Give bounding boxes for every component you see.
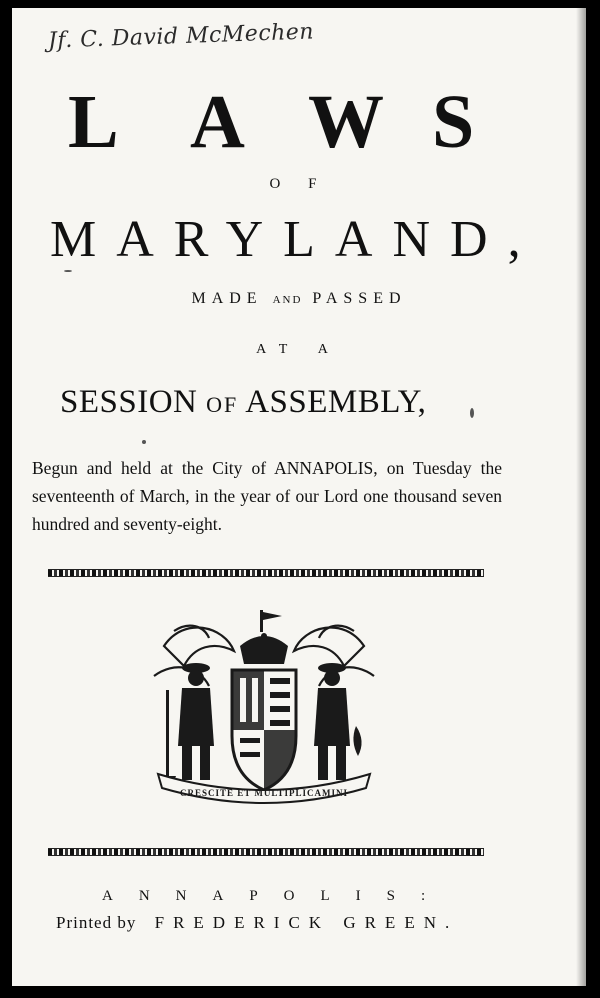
title-maryland: MARYLAND, <box>50 211 541 268</box>
made-and-passed <box>12 290 586 308</box>
document-page <box>12 8 586 986</box>
print-speck <box>470 408 474 418</box>
title-letter-a: A <box>190 80 245 164</box>
at-a: AT A <box>256 342 342 357</box>
coat-of-arms-emblem <box>144 606 384 818</box>
printer-line <box>56 913 458 933</box>
imprint-place: ANNAPOLIS: <box>102 888 452 904</box>
made-word: MADE <box>191 290 263 307</box>
passed-word: PASSED <box>312 290 407 307</box>
printer-name: FREDERICK GREEN. <box>154 913 459 932</box>
and-word: AND <box>272 294 303 306</box>
printed-by: Printed by <box>56 913 137 932</box>
ornamental-rule-top <box>48 569 484 577</box>
assembly-word: ASSEMBLY, <box>245 384 427 420</box>
page-edge-shadow <box>576 8 586 986</box>
of-word: OF <box>206 392 239 417</box>
emblem-motto: CRESCITE ET MULTIPLICAMINI <box>179 788 349 798</box>
title-of: O F <box>269 176 329 192</box>
session-word: SESSION <box>60 384 198 420</box>
ornamental-rule-bottom <box>48 848 484 856</box>
session-of-assembly <box>60 384 426 421</box>
title-letter-l: L <box>68 80 119 164</box>
handwritten-signature: Jf. C. David McMechen <box>47 19 315 54</box>
print-speck <box>142 440 146 444</box>
title-letter-s: S <box>432 80 475 164</box>
print-speck <box>64 270 72 272</box>
session-description: Begun and held at the City of ANNAPOLIS, on Tuesday the seventeenth of March, in the year of our Lord one thousand seven hundred and seventy-eight. <box>32 458 502 534</box>
title-letter-w: W <box>308 80 384 164</box>
